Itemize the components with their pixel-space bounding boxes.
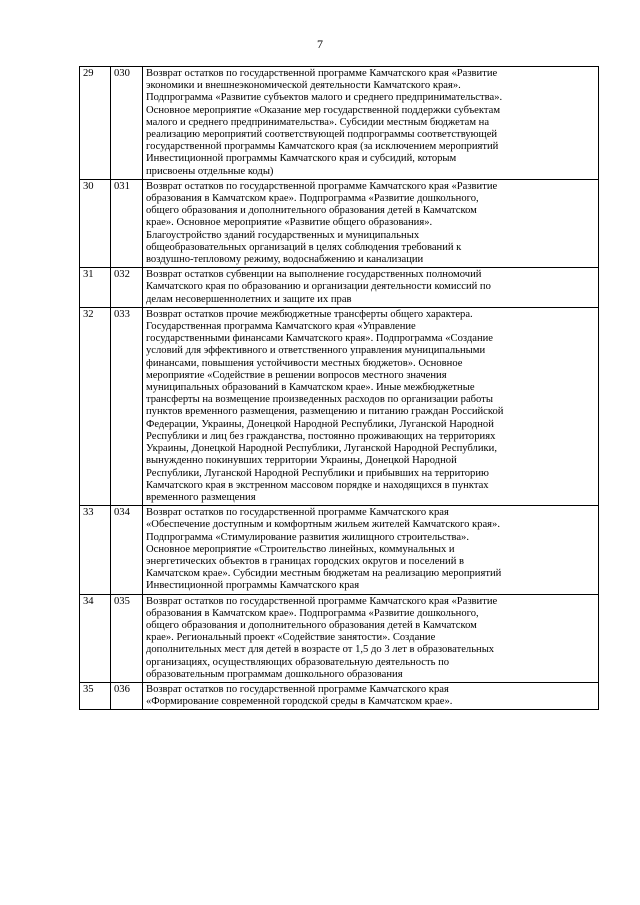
row-code: 035 [111,594,143,682]
description-line: Возврат остатков прочие межбюджетные трансферты общего характера. [146,308,473,320]
description-line: Республики, Луганской Народной Республики и прибывших на территорию [146,467,489,479]
description-line: Основное мероприятие «Оказание мер государственной поддержки субъектам [146,104,501,116]
description-line: воздушно-тепловому режиму, водоснабжению и канализации [146,254,424,266]
description-line: Возврат остатков по государственной программе Камчатского края «Развитие [146,68,498,79]
description-line: Федерации, Украины, Донецкой Народной Республики, Луганской Народной [146,418,494,430]
description-line: образования в Камчатском крае». Подпрограмма «Развитие дошкольного, [146,193,479,205]
description-line: Подпрограмма «Стимулирование развития жилищного строительства». [146,531,469,543]
description-line: «Обеспечение доступным и комфортным жильем жителей Камчатского края». [146,519,500,531]
description-line: крае». Региональный проект «Содействие занятости». Создание [146,632,436,644]
table-row [80,506,599,594]
row-code: 030 [111,67,143,180]
table-row [80,682,599,709]
row-description [143,307,599,505]
description-line: муниципальных образований в Камчатском крае». Иные межбюджетные [146,382,475,394]
description-line: Возврат остатков по государственной программе Камчатского края [146,683,449,695]
description-line: энергетических объектов в границах городских округов и поселений в [146,555,465,567]
description-line: делам несовершеннолетних и защите их прав [146,293,352,305]
description-line: Инвестиционной программы Камчатского края [146,580,360,592]
row-number: 29 [80,67,111,180]
description-line: трансферты на возмещение произведенных расходов по организации работы [146,394,493,406]
description-line: Основное мероприятие «Строительство линейных, коммунальных и [146,543,455,555]
row-number: 34 [80,594,111,682]
table-row [80,67,599,180]
description-line: Республики и лиц без гражданства, постоянно проживающих на территориях [146,430,496,442]
description-line: мероприятие «Содействие в решении вопросов местного значения [146,369,447,381]
description-line: Украины, Донецкой Народной Республики, Луганской Народной Республики, [146,443,497,455]
row-description [143,268,599,308]
description-line: «Формирование современной городской среды в Камчатском крае». [146,696,453,708]
description-line: Возврат остатков по государственной программе Камчатского края «Развитие [146,595,498,607]
table-row [80,307,599,505]
description-line: финансами, повышения устойчивости местных бюджетов». Основное [146,357,463,369]
description-line: реализацию мероприятий соответствующей подпрограммы соответствующей [146,129,498,141]
table-row [80,594,599,682]
description-line: государственными финансами Камчатского края». Подпрограмма «Создание [146,333,494,345]
description-line: Возврат остатков субвенции на выполнение государственных полномочий [146,269,482,281]
description-line: временного размещения [146,491,256,503]
description-line: Подпрограмма «Развитие субъектов малого и среднего предпринимательства». [146,92,503,104]
description-line: Инвестиционной программы Камчатского края и субсидий, которым [146,153,457,165]
description-line: Возврат остатков по государственной программе Камчатского края «Развитие [146,180,498,192]
description-line: общего образования и дополнительного образования детей в Камчатском [146,205,477,217]
row-description [143,682,599,709]
description-line: дополнительных мест для детей в возрасте от 1,5 до 3 лет в образовательных [146,644,495,656]
description-line: общеобразовательных организаций в целях соблюдения требований к [146,241,462,253]
row-number: 33 [80,506,111,594]
row-description [143,179,599,267]
description-line: Возврат остатков по государственной программе Камчатского края [146,507,449,519]
description-line: образовательным программам дошкольного образования [146,668,403,680]
description-line: образования в Камчатском крае». Подпрограмма «Развитие дошкольного, [146,607,479,619]
description-line: крае». Основное мероприятие «Развитие общего образования». [146,217,433,229]
description-line: Камчатского края по образованию и организации деятельности комиссий по [146,281,491,293]
description-line: Государственная программа Камчатского края «Управление [146,321,416,333]
description-line: условий для эффективного и ответственного управления муниципальными [146,345,486,357]
table-body [80,67,599,710]
description-line: малого и среднего предпринимательства». Субсидии местным бюджетам на [146,116,490,128]
row-number: 30 [80,179,111,267]
row-code: 034 [111,506,143,594]
row-code: 031 [111,179,143,267]
row-code: 033 [111,307,143,505]
description-line: присвоены отдельные коды) [146,165,274,177]
description-line: Камчатского края в экстренном массовом порядке и находящихся в пунктах [146,479,489,491]
row-number: 35 [80,682,111,709]
row-code: 036 [111,682,143,709]
description-line: организациях, осуществляющих образовательную деятельность по [146,656,450,668]
description-line: пунктов временного размещения, размещению и питанию граждан Российской [146,406,504,418]
row-description [143,506,599,594]
budget-codes-table [79,66,599,710]
description-line: вынужденно покинувших территории Украины, Донецкой Народной [146,455,457,467]
row-number: 32 [80,307,111,505]
description-line: государственной программы Камчатского края (за исключением мероприятий [146,141,499,153]
row-description [143,594,599,682]
row-description [143,67,599,180]
table-row [80,179,599,267]
table-row [80,268,599,308]
description-line: экономики и внешнеэкономической деятельности Камчатского края». [146,80,461,92]
description-line: общего образования и дополнительного образования детей в Камчатском [146,619,477,631]
description-line: Камчатском крае». Субсидии местным бюджетам на реализацию мероприятий [146,568,502,580]
row-code: 032 [111,268,143,308]
page-number: 7 [317,37,323,51]
description-line: Благоустройство зданий государственных и муниципальных [146,229,420,241]
row-number: 31 [80,268,111,308]
